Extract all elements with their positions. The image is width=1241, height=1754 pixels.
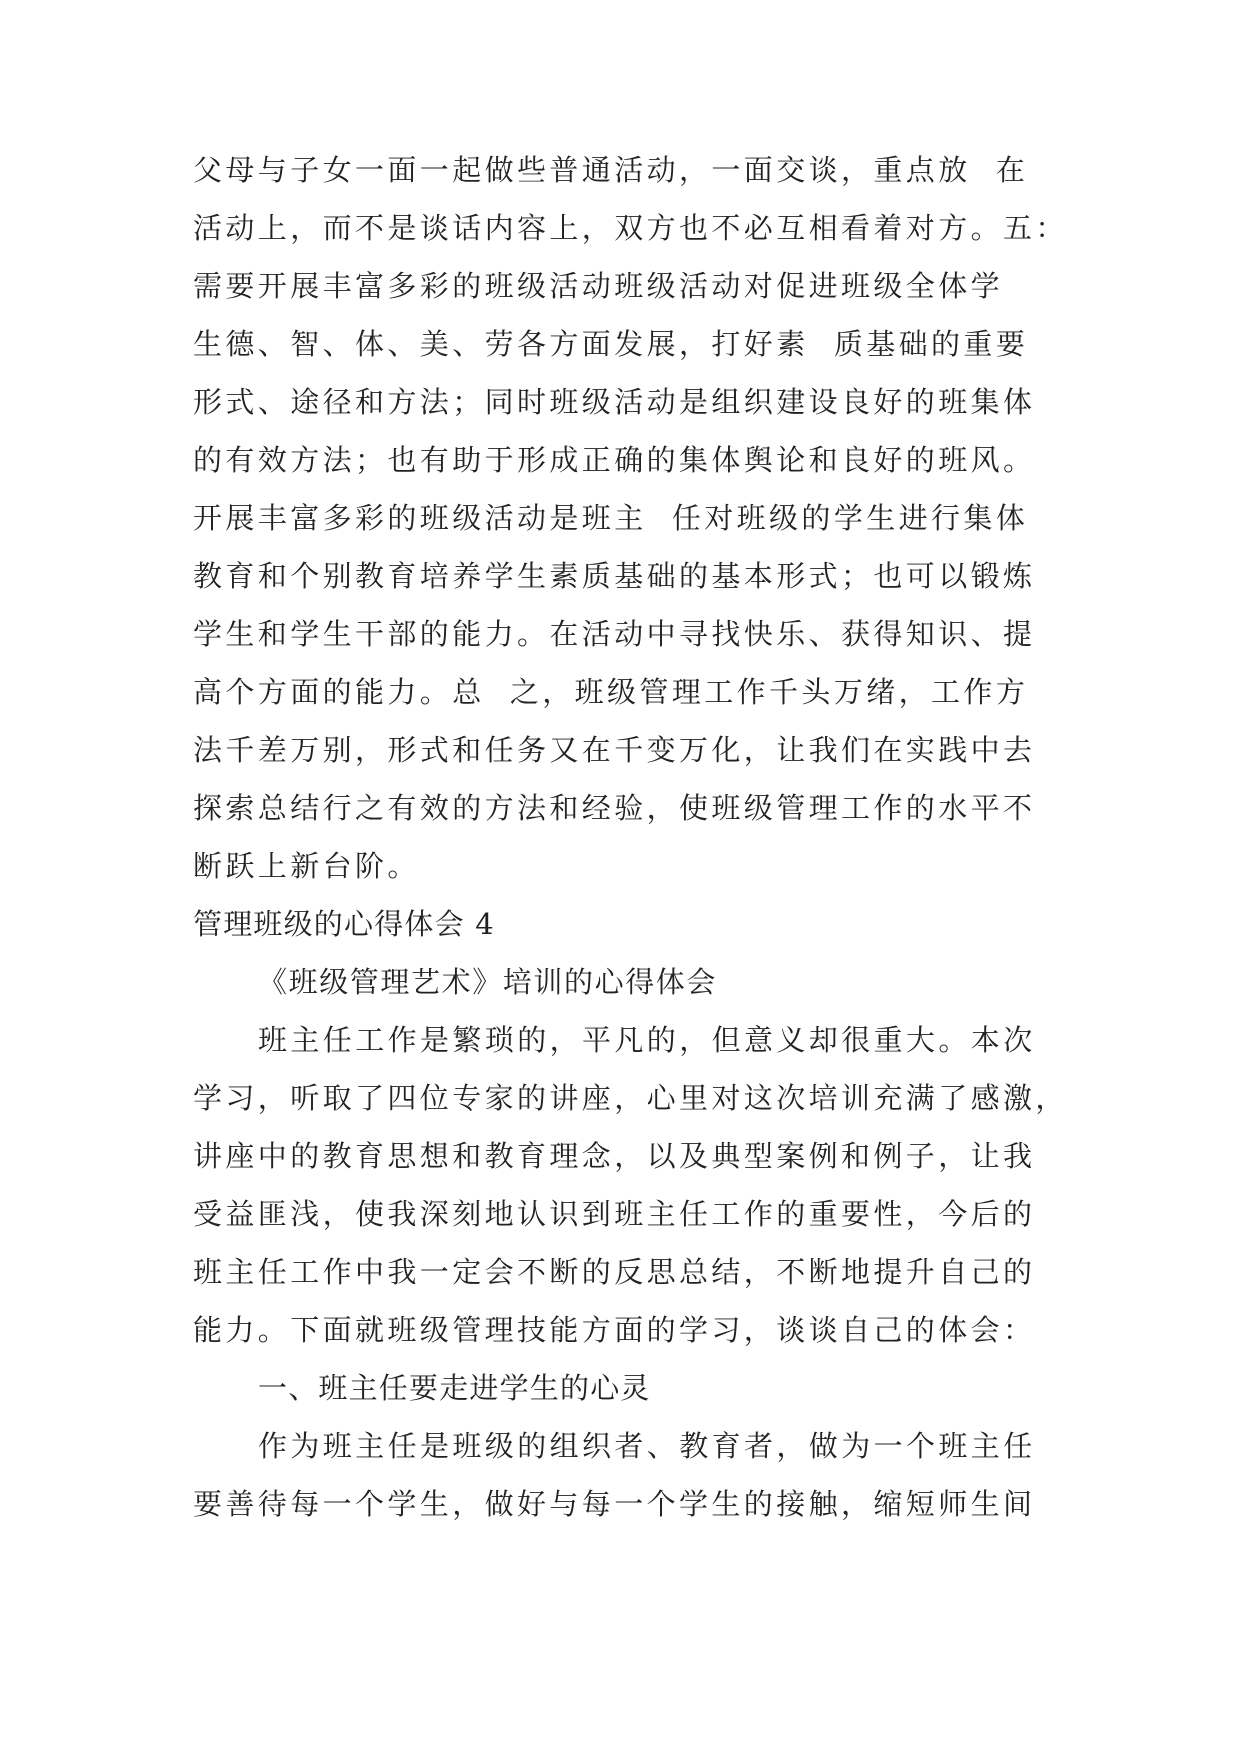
text-line: 探索总结行之有效的方法和经验，使班级管理工作的水平不 xyxy=(193,791,1036,825)
paragraph-line: 要善待每一个学生，做好与每一个学生的接触，缩短师生间 xyxy=(193,1487,1036,1521)
paragraph-line: 作为班主任是班级的组织者、教育者，做为一个班主任 xyxy=(258,1429,1036,1463)
text-line: 断跃上新台阶。 xyxy=(193,849,420,883)
paragraph-line: 讲座中的教育思想和教育理念，以及典型案例和例子，让我 xyxy=(193,1139,1036,1173)
text-line: 需要开展丰富多彩的班级活动班级活动对促进班级全体学 xyxy=(193,269,1004,303)
text-line: 教育和个别教育培养学生素质基础的基本形式；也可以锻炼 xyxy=(193,559,1036,593)
text-line: 开展丰富多彩的班级活动是班主 任对班级的学生进行集体 xyxy=(193,501,1029,535)
text-line: 高个方面的能力。总 之，班级管理工作千头万绪，工作方 xyxy=(193,675,1029,709)
text-line: 生德、智、体、美、劳各方面发展，打好素 质基础的重要 xyxy=(193,327,1029,361)
paragraph-line: 班主任工作中我一定会不断的反思总结，不断地提升自己的 xyxy=(193,1255,1036,1289)
text-line: 形式、途径和方法；同时班级活动是组织建设良好的班集体 xyxy=(193,385,1036,419)
text-line: 的有效方法；也有助于形成正确的集体舆论和良好的班风。 xyxy=(193,443,1036,477)
section-heading: 一、班主任要走进学生的心灵 xyxy=(258,1371,651,1405)
article-subtitle: 《班级管理艺术》培训的心得体会 xyxy=(258,965,718,999)
text-line: 父母与子女一面一起做些普通活动，一面交谈，重点放 在 xyxy=(193,153,1029,187)
text-line: 学生和学生干部的能力。在活动中寻找快乐、获得知识、提 xyxy=(193,617,1036,651)
section-title: 管理班级的心得体会 4 xyxy=(193,907,495,941)
text-line: 法千差万别，形式和任务又在千变万化，让我们在实践中去 xyxy=(193,733,1036,767)
paragraph-line: 学习，听取了四位专家的讲座，心里对这次培训充满了感激， xyxy=(193,1081,1068,1115)
paragraph-line: 班主任工作是繁琐的，平凡的，但意义却很重大。本次 xyxy=(258,1023,1036,1057)
paragraph-line: 受益匪浅，使我深刻地认识到班主任工作的重要性，今后的 xyxy=(193,1197,1036,1231)
text-line: 活动上，而不是谈话内容上，双方也不必互相看着对方。五： xyxy=(193,211,1068,245)
paragraph-line: 能力。下面就班级管理技能方面的学习，谈谈自己的体会： xyxy=(193,1313,1036,1347)
